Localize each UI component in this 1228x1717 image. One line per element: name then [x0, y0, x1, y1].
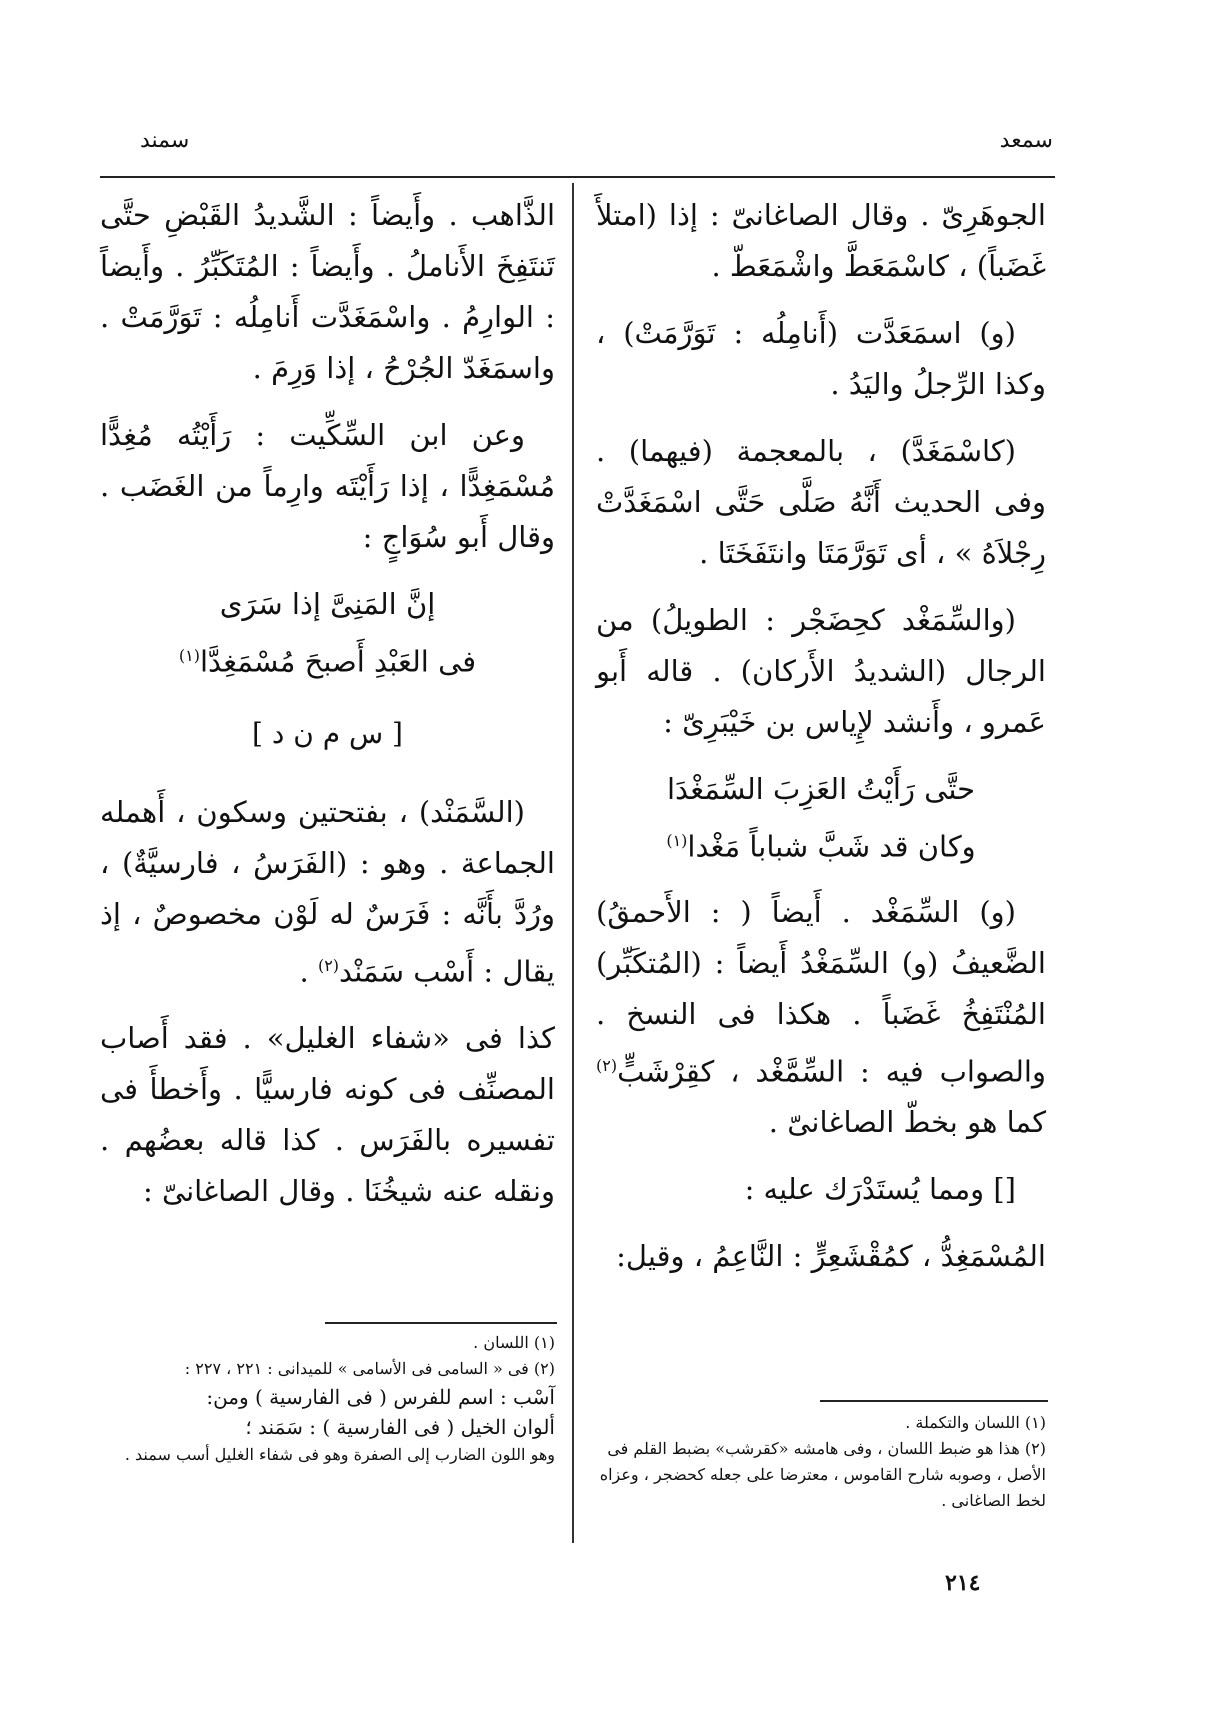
verse-line: فى العَبْدِ أَصبحَ مُسْمَغِدَّا: [199, 644, 477, 679]
paragraph-text: (و) السِّمَغْد . أَيضاً ( : الأَحمقُ) الضَّعيفُ (و) السِّمَغْدُ أَيضاً : (المُتكَبِّر) المُنْتَفِخُ غَضَباً . هكذا فى النسخ . والصواب فيه : السِّمَّغْد ، كقِرْشَبٍّ: [596, 894, 1046, 1089]
footnote-rule: [325, 1322, 557, 1324]
entry-heading: [ س م ن د ]: [252, 716, 403, 750]
footnote-line: وهو اللون الضارب إلى الصفرة وهو فى شفاء الغليل أسب سمند .: [124, 1445, 555, 1464]
paragraph-text: كما هو بخطّ الصاغانىّ .: [768, 1105, 1046, 1140]
running-header-right: سمعد: [999, 128, 1053, 153]
paragraph: وعن ابن السِّكِّيت : رَأَيْتُه مُغِدًّا مُسْمَغِدًّا ، إذا رَأَيْتَه وارِماً من الغَضَب . وقال أَبو سُوَاجٍ :: [100, 418, 555, 554]
paragraph: الذَّاهب . وأَيضاً : الشَّديدُ القَبْضِ حتَّى تَنتَفِخَ الأَناملُ . وأَيضاً : المُتَكَبِّرُ . وأَيضاً : الوارِمُ . واسْمَغَدَّت أَنامِلُه : تَوَرَّمَتْ . واسمَغَدّ الجُرْحُ ، إذا وَرِمَ .: [100, 198, 555, 385]
paragraph: [] ومما يُستَدْرَك عليه :: [744, 1172, 1016, 1207]
paragraph: [100, 787, 555, 998]
paragraph: (و) اسمَعَدَّت (أَنامِلُه : تَوَرَّمَتْ) ، وكذا الرِّجلُ واليَدُ .: [596, 316, 1046, 401]
running-header-left: سمند: [140, 128, 190, 153]
verse-line: وكان قد شَبَّ شباباً مَغْدا: [687, 829, 976, 864]
paragraph: كذا فى «شفاء الغليل» . فقد أَصاب المصنِّف فى كونه فارسيًّا . وأَخطأَ فى تفسيره بالفَرَس . كذا قاله بعضُهم . ونقله عنه شيخُنَا . وقال الصاغانىّ :: [100, 1021, 555, 1209]
paragraph: (والسِّمَغْد كحِضَجْر : الطويلُ) من الرجال (الشديدُ الأَركان) . قاله أَبو عَمرو ، وأَنشد لإِياس بن خَيْبَرِىّ :: [596, 603, 1046, 739]
footnote-line: آسْب : اسم للفرس ( فى الفارسية ) ومن:: [206, 1385, 555, 1409]
footnotes-left: [100, 1330, 555, 1468]
footnote: (٢) هذا هو ضبط اللسان ، وفى هامشه «كقرشب» بضبط القلم فى الأصل ، وصوبه شارح القاموس ، معترضا على جعله كحضجر ، وعزاه لخط الصاغانى .: [599, 1439, 1046, 1510]
footnote-ref: (٢): [596, 1055, 618, 1075]
verse: [100, 579, 555, 688]
footnote-ref: (٢): [317, 955, 340, 975]
column-divider: [572, 183, 574, 1543]
footnote-ref: (١): [178, 646, 200, 665]
verse: [596, 764, 1046, 873]
footnote: (٢) فى « السامى فى الأسامى » للميدانى : ٢٢١ ، ٢٢٧ :: [184, 1359, 555, 1378]
left-column: [100, 190, 555, 1233]
footnotes-right: [596, 1410, 1046, 1514]
paragraph-text: (السَّمَنْد) ، بفتحتين وسكون ، أَهمله الجماعة . وهو : (الفَرَسُ ، فارسيَّةٌ) ، ورُدَّ بأَنَّه : فَرَسٌ له لَوْن مخصوصٌ ، إذ يقال : أَسْب سَمَنْد: [100, 794, 555, 989]
footnote-line: ألوان الخيل ( فى الفارسية ) : سَمَند ؛: [245, 1415, 555, 1439]
paragraph: الجوهَرِىّ . وقال الصاغانىّ : إذا (امتلأَ غَضَباً) ، كاسْمَعَطَّ واشْمَعَطّ .: [596, 198, 1046, 283]
verse-line-wrap: [100, 630, 555, 688]
footnote: (١) اللسان والتكملة .: [905, 1413, 1046, 1432]
verse-line: حتَّى رَأَيْتُ العَزِبَ السِّمَغْدَا: [666, 772, 976, 806]
paragraph: المُسْمَغِدُّ ، كمُقْشَعِرٍّ : النَّاعِمُ ، وقيل:: [616, 1239, 1046, 1274]
paragraph: [596, 887, 1046, 1149]
paragraph: (كاسْمَغَدَّ) ، بالمعجمة (فيهما) . وفى الحديث أَنَّهُ صَلَّى حَتَّى اسْمَغَدَّتْ رِجْلاَهُ » ، أى تَوَرَّمَتَا وانتَفَخَتَا .: [596, 434, 1046, 570]
footnote-ref: (١): [666, 831, 688, 850]
paragraph-text: .: [299, 954, 309, 989]
verse-line-wrap: [596, 815, 1046, 873]
right-column: [596, 190, 1046, 1298]
header-rule: [100, 176, 1055, 178]
footnote-rule: [820, 1400, 1048, 1402]
verse-line: إنَّ المَنِىَّ إذا سَرَى: [219, 587, 436, 621]
page-number: ٢١٤: [945, 1570, 981, 1596]
footnote: (١) اللسان .: [473, 1333, 555, 1352]
